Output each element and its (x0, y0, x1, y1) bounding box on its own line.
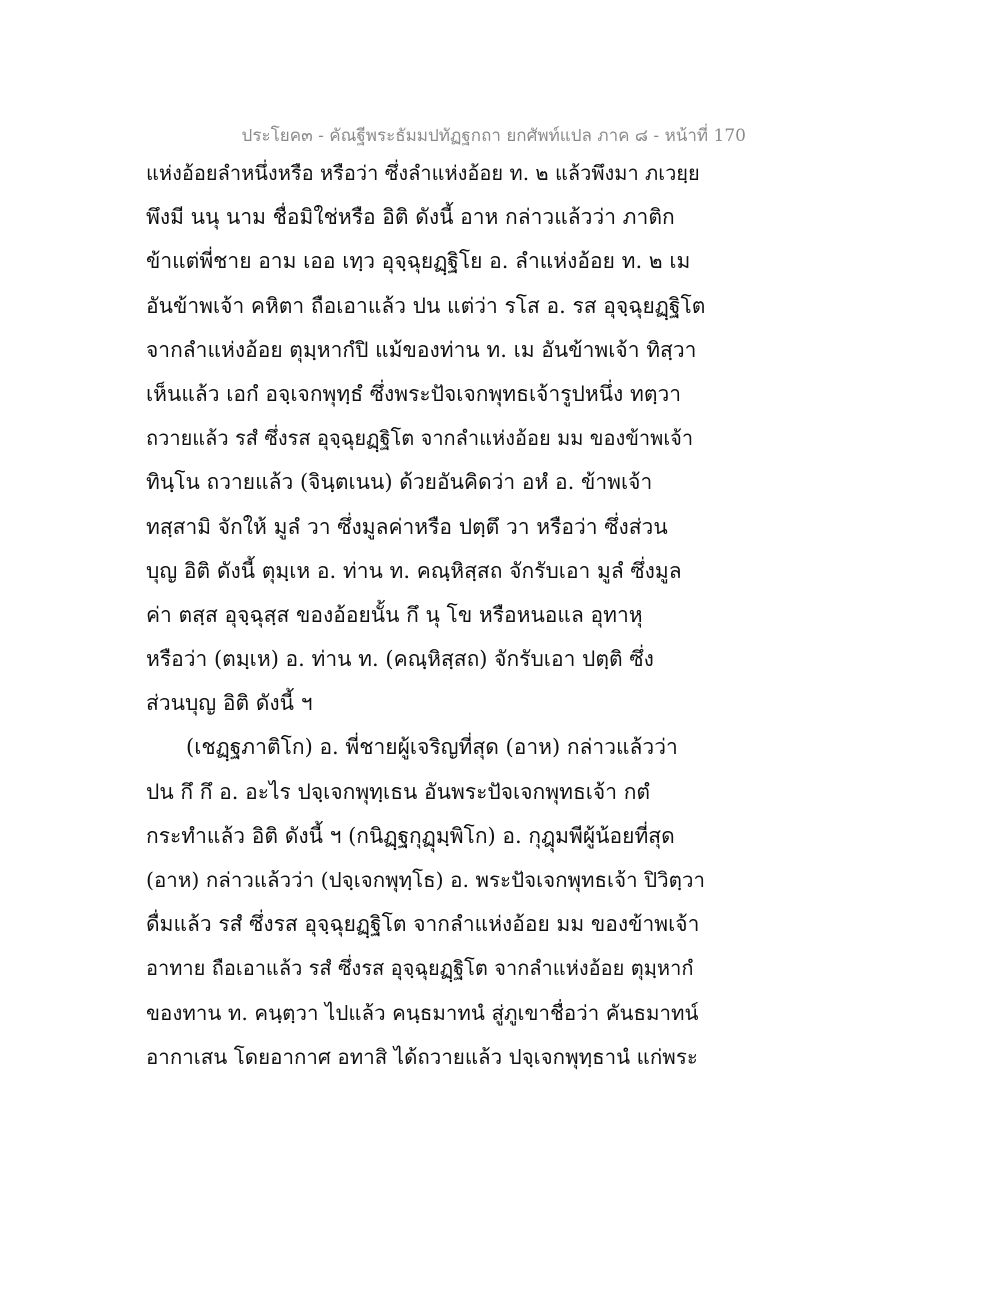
text-line: ทสฺสามิ จักให้ มูลํ วา ซึ่งมูลค่าหรือ ปตฺตึ วา หรือว่า ซึ่งส่วน (146, 514, 668, 539)
text-line: ทินฺโน ถวายแล้ว (จินฺตเนน) ด้วยอันคิดว่า อหํ อ. ข้าพเจ้า (146, 470, 653, 495)
text-line: อาทาย ถือเอาแล้ว รสํ ซึ่งรส อุจฺฉุยฏฺฐิโต จากลำแห่งอ้อย ตุมฺหากํ (146, 956, 694, 981)
text-line: ถวายแล้ว รสํ ซึ่งรส อุจฺฉุยฏฺฐิโต จากลำแห่งอ้อย มม ของข้าพเจ้า (146, 426, 694, 451)
text-line: บุญ อิติ ดังนี้ ตุมฺเห อ. ท่าน ท. คณฺหิสฺสถ จักรับเอา มูลํ ซึ่งมูล (146, 558, 682, 583)
text-line: (อาห) กล่าวแล้วว่า (ปจฺเจกพุทฺโธ) อ. พระปัจเจกพุทธเจ้า ปิวิตฺวา (146, 868, 705, 892)
text-line: ส่วนบุญ อิติ ดังนี้ ฯ (146, 691, 313, 716)
text-line: ดื่มแล้ว รสํ ซึ่งรส อุจฺฉุยฏฺฐิโต จากลำแห่งอ้อย มม ของข้าพเจ้า (146, 912, 700, 937)
text-line: แห่งอ้อยลำหนึ่งหรือ หรือว่า ซึ่งลำแห่งอ้อย ท. ๒ แล้วพึงมา ภเวยฺย (146, 161, 700, 185)
text-line: พึงมี นนุ นาม ชื่อมิใช่หรือ อิติ ดังนี้ อาห กล่าวแล้วว่า ภาติก (146, 205, 675, 230)
text-line: ของทาน ท. คนฺตฺวา ไปแล้ว คนฺธมาทนํ สู่ภูเขาชื่อว่า คันธมาทน์ (146, 1000, 699, 1025)
text-line: กระทำแล้ว อิติ ดังนี้ ฯ (กนิฏฺฐกุฏุมฺพิโก) อ. กุฎุมพีผู้น้อยที่สุด (146, 823, 675, 848)
text-line: อากาเสน โดยอากาศ อทาสิ ได้ถวายแล้ว ปจฺเจกพุทฺธานํ แก่พระ (146, 1044, 698, 1069)
text-line: ข้าแต่พี่ชาย อาม เออ เทฺว อุจฺฉุยฏฺฐิโย อ. ลำแห่งอ้อย ท. ๒ เม (146, 249, 691, 274)
text-line: จากลำแห่งอ้อย ตุมฺหากํปิ แม้ของท่าน ท. เม อันข้าพเจ้า ทิสฺวา (146, 337, 697, 362)
text-line: เห็นแล้ว เอกํ อจฺเจกพุทฺธํ ซึ่งพระปัจเจกพุทธเจ้ารูปหนึ่ง ทตฺวา (146, 381, 682, 406)
text-line: ปน กึ กึ อ. อะไร ปจฺเจกพุทฺเธน อันพระปัจเจกพุทธเจ้า กตํ (146, 779, 651, 804)
text-line: อันข้าพเจ้า คหิตา ถือเอาแล้ว ปน แต่ว่า รโส อ. รส อุจฺฉุยฏฺฐิโต (146, 293, 706, 318)
body-text (146, 151, 706, 1079)
text-line: หรือว่า (ตมฺเห) อ. ท่าน ท. (คณฺหิสฺสถ) จักรับเอา ปตฺติ ซึ่ง (146, 647, 654, 672)
running-header: ประโยค๓ - คัณฐีพระธัมมปทัฏฐกถา ยกศัพท์แปล ภาค ๘ - หน้าที่ 170 (241, 126, 746, 146)
text-line: ค่า ตสฺส อุจฺฉุสฺส ของอ้อยนั้น กึ นุ โข หรือหนอแล อุทาหุ (146, 602, 643, 627)
paragraph-start-line: (เชฏฺฐภาติโก) อ. พี่ชายผู้เจริญที่สุด (อาห) กล่าวแล้วว่า (186, 735, 678, 760)
